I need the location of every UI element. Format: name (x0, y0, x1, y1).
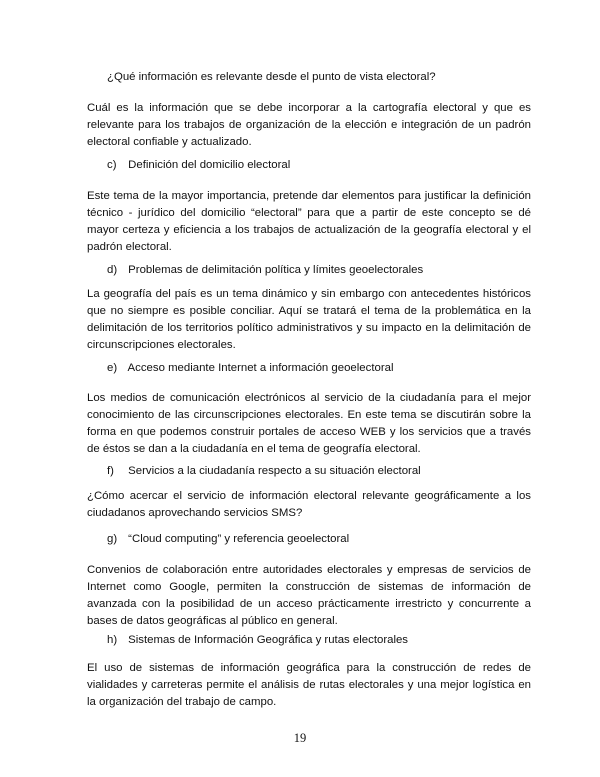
section-title: Problemas de delimitación política y límites geoelectorales (128, 264, 424, 276)
intro-question: ¿Qué información es relevante desde el punto de vista electoral? (107, 71, 436, 83)
intro-paragraph: Cuál es la información que se debe incorporar a la cartografía electoral y que es relevante para los trabajos de organización de la elección e integración de un padrón electoral confiable y actualizado. (87, 102, 531, 148)
section-body-c: Este tema de la mayor importancia, pretende dar elementos para justificar la definición técnico - jurídico del domicilio “electoral” para que a partir de este concepto se dé mayor certeza y eficiencia a los trabajos de actualización de la geografía electoral y el padrón electoral. (87, 190, 531, 253)
section-body-d: La geografía del país es un tema dinámico y sin embargo con antecedentes históricos que no siempre es posible conciliar. Aquí se tratará el tema de la problemática en la delimitación de los territorios político administrativos y su impacto en la delimitación de circunscripciones electorales. (87, 288, 531, 351)
section-heading-g (107, 531, 349, 548)
section-body-h: El uso de sistemas de información geográfica para la construcción de redes de vialidades y carreteras permite el análisis de rutas electorales y una mejor logística en la organización del trabajo de campo. (87, 662, 531, 708)
section-letter: g) (107, 533, 118, 545)
page-number: 19 (293, 731, 307, 745)
section-letter: d) (107, 264, 118, 276)
section-heading-e (107, 360, 393, 377)
section-letter: h) (107, 634, 118, 646)
section-letter: f) (107, 465, 114, 477)
section-title: “Cloud computing” y referencia geoelectoral (128, 533, 350, 545)
section-body-e: Los medios de comunicación electrónicos al servicio de la ciudadanía para el mejor conocimiento de las circunscripciones electorales. En este tema se discutirán sobre la forma en que podemos construir portales de acceso WEB y los servicios que a través de éstos se dan a la ciudadanía en el tema de geografía electoral. (87, 392, 531, 455)
section-heading-f (107, 463, 421, 480)
section-letter: c) (107, 159, 117, 171)
section-heading-c (107, 157, 290, 174)
section-body-g: Convenios de colaboración entre autoridades electorales y empresas de servicios de Internet como Google, permiten la construcción de sistemas de información de avanzada con la posibilidad de un acceso prácticamente irrestricto y concurrente a bases de datos geográficas al público en general. (87, 564, 531, 627)
section-title: Servicios a la ciudadanía respecto a su situación electoral (128, 465, 421, 477)
section-title: Sistemas de Información Geográfica y rutas electorales (128, 634, 409, 646)
section-letter: e) (107, 362, 118, 374)
section-body-f: ¿Cómo acercar el servicio de información electoral relevante geográficamente a los ciudadanos aprovechando servicios SMS? (87, 490, 531, 519)
section-heading-h (107, 632, 408, 649)
section-heading-d (107, 262, 423, 279)
section-title: Acceso mediante Internet a información geoelectoral (127, 362, 394, 374)
section-title: Definición del domicilio electoral (128, 159, 291, 171)
